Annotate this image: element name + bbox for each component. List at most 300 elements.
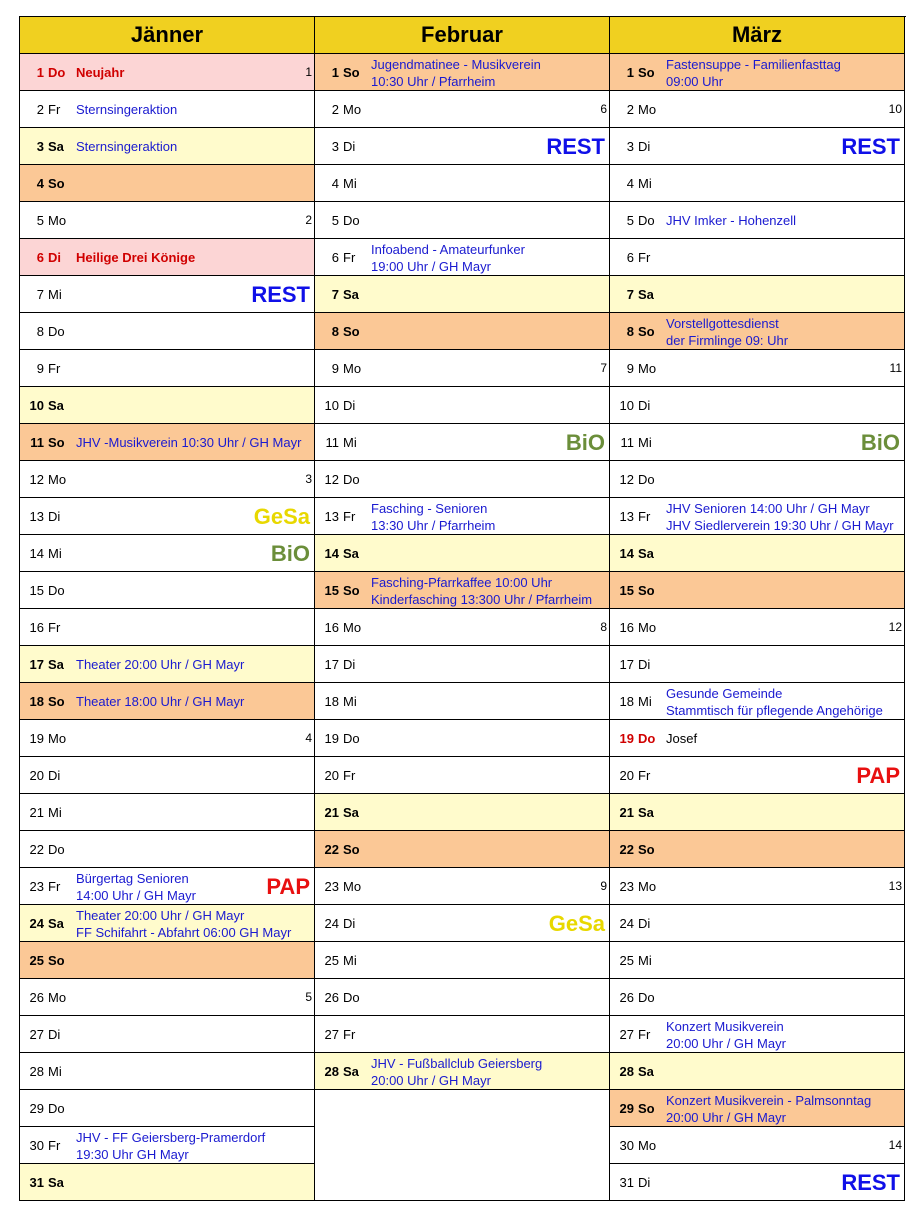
- day-number: 20: [324, 768, 339, 783]
- event-line: Jugendmatinee - Musikverein: [371, 56, 541, 72]
- event-line: Vorstellgottesdienst: [666, 315, 779, 331]
- day-number: 2: [331, 102, 339, 117]
- day-cell: [315, 165, 610, 202]
- event-line: 14:00 Uhr / GH Mayr: [76, 887, 196, 903]
- day-cell: [315, 868, 610, 905]
- day-number: 7: [331, 287, 339, 302]
- day-cell: [315, 350, 610, 387]
- day-cell: [610, 683, 905, 720]
- day-number: 30: [619, 1138, 634, 1153]
- day-number: 5: [331, 213, 339, 228]
- day-number: 22: [324, 842, 339, 857]
- day-cell: [20, 91, 315, 128]
- day-cell: [20, 720, 315, 757]
- week-number: 9: [600, 879, 607, 893]
- day-cell: [20, 683, 315, 720]
- day-number: 13: [324, 509, 339, 524]
- day-number: 15: [29, 583, 44, 598]
- event-line: Stammtisch für pflegende Angehörige: [666, 702, 883, 718]
- weekday-label: Do: [638, 472, 655, 487]
- week-number: 7: [600, 361, 607, 375]
- weekday-label: Mo: [638, 102, 657, 117]
- day-cell: [315, 794, 610, 831]
- day-cell: [20, 424, 315, 461]
- week-number: 14: [888, 1138, 902, 1152]
- weekday-label: Sa: [638, 546, 654, 561]
- weekday-label: Di: [638, 1175, 651, 1190]
- day-number: 26: [619, 990, 634, 1005]
- weekday-label: Mi: [48, 546, 62, 561]
- day-number: 5: [626, 213, 634, 228]
- day-cell: [315, 1053, 610, 1090]
- day-number: 15: [619, 583, 634, 598]
- day-number: 10: [324, 398, 339, 413]
- day-number: 23: [619, 879, 634, 894]
- weekday-label: Mo: [638, 1138, 657, 1153]
- day-number: 22: [619, 842, 634, 857]
- day-cell: [315, 535, 610, 572]
- weekday-label: Mi: [48, 805, 62, 820]
- day-number: 5: [36, 213, 44, 228]
- weekday-label: Sa: [343, 546, 359, 561]
- weekday-label: Sa: [48, 916, 64, 931]
- day-cell: [610, 276, 905, 313]
- day-number: 26: [324, 990, 339, 1005]
- day-cell: [20, 276, 315, 313]
- day-number: 21: [324, 805, 339, 820]
- day-number: 20: [29, 768, 44, 783]
- weekday-label: Di: [343, 398, 356, 413]
- day-cell: [610, 646, 905, 683]
- day-number: 16: [619, 620, 634, 635]
- weekday-label: Fr: [638, 768, 651, 783]
- weekday-label: Mi: [343, 953, 357, 968]
- event-line: Josef: [666, 731, 698, 746]
- weekday-label: Fr: [48, 1138, 61, 1153]
- weekday-label: Di: [48, 768, 61, 783]
- collection-tag: GeSa: [253, 504, 310, 529]
- day-number: 21: [619, 805, 634, 820]
- day-number: 13: [29, 509, 44, 524]
- day-number: 1: [331, 65, 339, 80]
- weekday-label: So: [638, 324, 655, 339]
- day-cell: [610, 979, 905, 1016]
- day-cell: [610, 794, 905, 831]
- day-number: 23: [29, 879, 44, 894]
- weekday-label: Di: [638, 657, 651, 672]
- day-number: 14: [324, 546, 339, 561]
- weekday-label: Sa: [343, 287, 359, 302]
- day-number: 19: [324, 731, 339, 746]
- day-cell: [20, 831, 315, 868]
- day-cell: [20, 868, 315, 905]
- event-line: Gesunde Gemeinde: [666, 685, 783, 701]
- day-number: 3: [36, 139, 44, 154]
- week-number: 6: [600, 102, 607, 116]
- collection-tag: GeSa: [548, 911, 605, 936]
- day-cell: [610, 1164, 905, 1201]
- event-text: [371, 54, 605, 91]
- day-number: 30: [29, 1138, 44, 1153]
- month-header: März: [610, 17, 905, 54]
- weekday-label: Do: [638, 990, 655, 1005]
- weekday-label: Di: [343, 657, 356, 672]
- day-cell: [610, 1090, 905, 1127]
- weekday-label: Mo: [343, 620, 362, 635]
- weekday-label: Do: [48, 65, 66, 80]
- weekday-label: Sa: [48, 1175, 64, 1190]
- day-cell: [20, 387, 315, 424]
- event-text: [666, 683, 900, 720]
- weekday-label: Mo: [638, 620, 657, 635]
- weekday-label: Sa: [638, 287, 654, 302]
- day-number: 17: [29, 657, 44, 672]
- day-cell: [315, 609, 610, 646]
- day-number: 3: [331, 139, 339, 154]
- event-line: JHV - Fußballclub Geiersberg: [371, 1055, 543, 1071]
- event-line: Bürgertag Senioren: [76, 870, 189, 886]
- day-cell: [20, 461, 315, 498]
- month-header: Februar: [315, 17, 610, 54]
- day-number: 19: [29, 731, 44, 746]
- weekday-label: So: [343, 842, 360, 857]
- weekday-label: So: [343, 583, 360, 598]
- day-cell: [610, 1053, 905, 1090]
- day-number: 17: [324, 657, 339, 672]
- event-line: der Firmlinge 09: Uhr: [666, 332, 789, 348]
- weekday-label: Mo: [343, 102, 362, 117]
- day-cell: [20, 979, 315, 1016]
- day-number: 27: [619, 1027, 634, 1042]
- day-number: 25: [29, 953, 44, 968]
- event-text: [666, 313, 900, 350]
- day-cell: [610, 831, 905, 868]
- day-number: 25: [619, 953, 634, 968]
- event-text: [76, 683, 310, 720]
- week-number: 3: [305, 472, 312, 486]
- weekday-label: Fr: [638, 1027, 651, 1042]
- weekday-label: Fr: [48, 361, 61, 376]
- day-number: 27: [29, 1027, 44, 1042]
- day-cell: [610, 128, 905, 165]
- event-line: JHV Imker - Hohenzell: [666, 213, 797, 228]
- event-line: 13:30 Uhr / Pfarrheim: [371, 517, 496, 533]
- day-number: 9: [626, 361, 634, 376]
- weekday-label: So: [48, 694, 65, 709]
- day-number: 8: [331, 324, 339, 339]
- weekday-label: Di: [638, 916, 651, 931]
- weekday-label: Sa: [638, 1064, 654, 1079]
- day-number: 10: [619, 398, 634, 413]
- day-cell: [315, 572, 610, 609]
- day-cell: [315, 720, 610, 757]
- day-cell: [610, 609, 905, 646]
- day-cell: [610, 202, 905, 239]
- weekday-label: Di: [343, 916, 356, 931]
- day-number: 18: [619, 694, 634, 709]
- day-number: 17: [619, 657, 634, 672]
- collection-tag: PAP: [856, 763, 900, 788]
- day-cell: [20, 794, 315, 831]
- day-number: 13: [619, 509, 634, 524]
- day-cell: [315, 239, 610, 276]
- day-cell: [315, 424, 610, 461]
- collection-tag: REST: [546, 134, 605, 159]
- event-text: [666, 202, 900, 239]
- event-text: [76, 424, 310, 461]
- day-number: 1: [36, 65, 44, 80]
- event-text: [76, 239, 310, 276]
- weekday-label: Sa: [48, 139, 64, 154]
- day-cell: [20, 498, 315, 535]
- weekday-label: Mi: [638, 953, 652, 968]
- week-number: 10: [888, 102, 902, 116]
- weekday-label: Fr: [48, 879, 61, 894]
- event-text: [666, 498, 900, 535]
- day-cell: [315, 905, 610, 942]
- day-cell: [20, 1053, 315, 1090]
- day-cell: [20, 1016, 315, 1053]
- day-number: 23: [324, 879, 339, 894]
- weekday-label: Sa: [638, 805, 654, 820]
- event-line: Fastensuppe - Familienfasttag: [666, 56, 841, 72]
- day-number: 4: [626, 176, 634, 191]
- event-text: [371, 239, 605, 276]
- weekday-label: Fr: [48, 102, 61, 117]
- week-number: 12: [888, 620, 902, 634]
- day-cell: [20, 905, 315, 942]
- collection-tag: PAP: [266, 874, 310, 899]
- event-line: Fasching - Senioren: [371, 500, 488, 516]
- day-cell: [20, 1090, 315, 1127]
- event-text: [76, 128, 310, 165]
- weekday-label: So: [638, 842, 655, 857]
- day-cell: [20, 757, 315, 794]
- event-line: JHV - FF Geiersberg-Pramerdorf: [76, 1129, 266, 1145]
- event-line: 10:30 Uhr / Pfarrheim: [371, 73, 496, 89]
- day-cell: [610, 942, 905, 979]
- event-line: Sternsingeraktion: [76, 139, 178, 154]
- empty-area: [315, 1090, 610, 1201]
- day-cell: [610, 91, 905, 128]
- day-cell: [315, 683, 610, 720]
- weekday-label: Do: [343, 990, 360, 1005]
- week-number: 11: [889, 361, 902, 375]
- day-cell: [610, 313, 905, 350]
- day-cell: [610, 424, 905, 461]
- collection-tag: REST: [841, 134, 900, 159]
- day-number: 7: [626, 287, 634, 302]
- weekday-label: Mo: [48, 731, 67, 746]
- day-cell: [20, 239, 315, 276]
- day-number: 18: [324, 694, 339, 709]
- weekday-label: Mo: [48, 472, 67, 487]
- weekday-label: Mi: [48, 1064, 62, 1079]
- event-line: Konzert Musikverein - Palmsonntag: [666, 1092, 872, 1108]
- month-header: Jänner: [20, 17, 315, 54]
- day-cell: [20, 646, 315, 683]
- day-number: 6: [36, 250, 44, 265]
- day-number: 3: [626, 139, 634, 154]
- day-cell: [20, 572, 315, 609]
- weekday-label: Do: [638, 731, 656, 746]
- day-number: 6: [331, 250, 339, 265]
- weekday-label: So: [638, 583, 655, 598]
- event-line: Konzert Musikverein: [666, 1018, 784, 1034]
- day-number: 29: [619, 1101, 634, 1116]
- weekday-label: Mo: [343, 361, 362, 376]
- calendar-grid: [19, 16, 906, 1201]
- day-cell: [315, 387, 610, 424]
- day-number: 16: [29, 620, 44, 635]
- weekday-label: So: [638, 1101, 655, 1116]
- day-cell: [20, 1164, 315, 1201]
- weekday-label: Sa: [48, 398, 64, 413]
- day-number: 22: [29, 842, 44, 857]
- weekday-label: Fr: [638, 250, 651, 265]
- event-line: Theater 18:00 Uhr / GH Mayr: [76, 694, 245, 709]
- day-number: 19: [619, 731, 634, 746]
- day-cell: [610, 572, 905, 609]
- day-number: 10: [29, 398, 44, 413]
- event-line: 20:00 Uhr / GH Mayr: [666, 1035, 786, 1051]
- weekday-label: Mi: [638, 176, 652, 191]
- weekday-label: Di: [343, 139, 356, 154]
- day-cell: [610, 868, 905, 905]
- day-cell: [610, 350, 905, 387]
- day-cell: [315, 128, 610, 165]
- day-cell: [20, 1127, 315, 1164]
- weekday-label: Do: [48, 583, 65, 598]
- day-cell: [20, 313, 315, 350]
- day-number: 29: [29, 1101, 44, 1116]
- day-number: 15: [324, 583, 339, 598]
- day-number: 28: [619, 1064, 634, 1079]
- day-cell: [610, 905, 905, 942]
- collection-tag: REST: [841, 1170, 900, 1195]
- day-cell: [315, 1016, 610, 1053]
- day-cell: [315, 54, 610, 91]
- day-number: 26: [29, 990, 44, 1005]
- event-text: [666, 720, 900, 757]
- weekday-label: So: [343, 65, 360, 80]
- weekday-label: So: [48, 435, 65, 450]
- event-line: JHV Senioren 14:00 Uhr / GH Mayr: [666, 500, 870, 516]
- event-line: JHV Siedlerverein 19:30 Uhr / GH Mayr: [666, 517, 894, 533]
- event-line: FF Schifahrt - Abfahrt 06:00 GH Mayr: [76, 924, 292, 940]
- day-cell: [610, 720, 905, 757]
- day-cell: [315, 831, 610, 868]
- day-number: 24: [324, 916, 339, 931]
- collection-tag: BiO: [860, 430, 900, 455]
- day-number: 28: [324, 1064, 339, 1079]
- day-cell: [610, 387, 905, 424]
- collection-tag: BiO: [270, 541, 310, 566]
- event-line: 20:00 Uhr / GH Mayr: [666, 1109, 786, 1125]
- day-number: 1: [626, 65, 634, 80]
- day-cell: [610, 165, 905, 202]
- event-line: JHV -Musikverein 10:30 Uhr / GH Mayr: [76, 435, 302, 450]
- day-cell: [315, 91, 610, 128]
- event-line: Kinderfasching 13:300 Uhr / Pfarrheim: [371, 591, 593, 607]
- collection-tag: REST: [251, 282, 310, 307]
- day-cell: [315, 942, 610, 979]
- week-number: 13: [888, 879, 902, 893]
- day-cell: [610, 1127, 905, 1164]
- day-cell: [610, 239, 905, 276]
- week-number: 8: [600, 620, 607, 634]
- day-cell: [315, 202, 610, 239]
- weekday-label: Do: [48, 1101, 65, 1116]
- event-text: [371, 572, 605, 609]
- day-number: 31: [619, 1175, 634, 1190]
- weekday-label: Mo: [638, 879, 657, 894]
- day-number: 2: [626, 102, 634, 117]
- weekday-label: Sa: [343, 1064, 359, 1079]
- week-number: 4: [305, 731, 312, 745]
- day-cell: [20, 165, 315, 202]
- day-cell: [610, 1016, 905, 1053]
- weekday-label: So: [48, 176, 65, 191]
- day-number: 4: [36, 176, 44, 191]
- weekday-label: Do: [343, 731, 360, 746]
- weekday-label: Mo: [48, 213, 67, 228]
- weekday-label: Mi: [343, 176, 357, 191]
- weekday-label: Mi: [343, 435, 357, 450]
- weekday-label: Sa: [343, 805, 359, 820]
- event-text: [371, 498, 605, 535]
- day-number: 24: [29, 916, 44, 931]
- event-line: Heilige Drei Könige: [76, 250, 196, 265]
- day-number: 25: [324, 953, 339, 968]
- day-cell: [610, 757, 905, 794]
- weekday-label: Do: [48, 842, 65, 857]
- day-cell: [20, 609, 315, 646]
- weekday-label: Mo: [343, 879, 362, 894]
- weekday-label: Mi: [638, 694, 652, 709]
- day-number: 6: [626, 250, 634, 265]
- day-cell: [315, 498, 610, 535]
- day-number: 2: [36, 102, 44, 117]
- weekday-label: So: [638, 65, 655, 80]
- event-text: [76, 905, 310, 942]
- day-number: 12: [324, 472, 339, 487]
- weekday-label: Di: [48, 509, 61, 524]
- day-number: 14: [29, 546, 44, 561]
- day-number: 27: [324, 1027, 339, 1042]
- day-number: 16: [324, 620, 339, 635]
- weekday-label: Do: [343, 472, 360, 487]
- day-cell: [20, 128, 315, 165]
- day-cell: [20, 350, 315, 387]
- weekday-label: Do: [638, 213, 655, 228]
- day-number: 11: [30, 435, 44, 450]
- day-number: 18: [29, 694, 44, 709]
- day-number: 7: [36, 287, 44, 302]
- day-number: 24: [619, 916, 634, 931]
- weekday-label: Di: [638, 139, 651, 154]
- day-cell: [20, 202, 315, 239]
- day-cell: [315, 646, 610, 683]
- day-cell: [315, 757, 610, 794]
- weekday-label: Mi: [48, 287, 62, 302]
- event-text: [666, 1090, 900, 1127]
- day-number: 31: [29, 1175, 44, 1190]
- collection-tag: BiO: [565, 430, 605, 455]
- weekday-label: Mi: [638, 435, 652, 450]
- day-number: 8: [626, 324, 634, 339]
- day-number: 9: [331, 361, 339, 376]
